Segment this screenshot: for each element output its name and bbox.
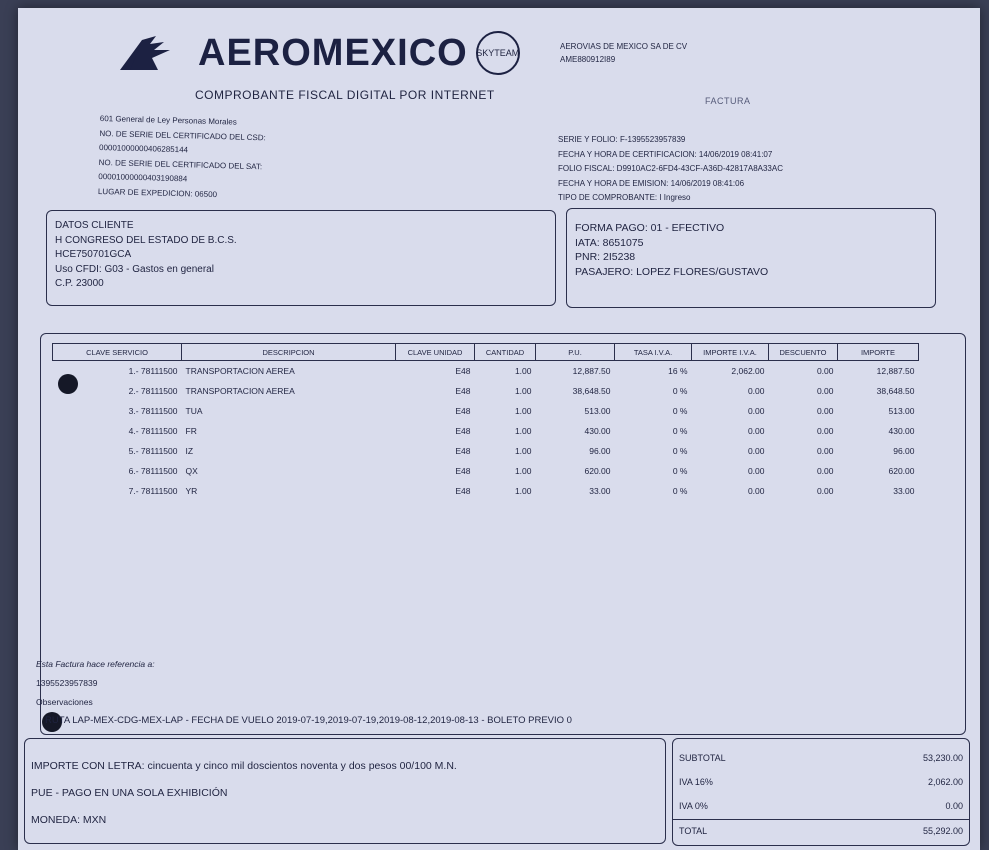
col-header: IMPORTE	[838, 344, 919, 361]
cell-pu: 430.00	[584, 426, 611, 436]
cell-unidad: E48	[455, 366, 471, 376]
table-row	[53, 361, 919, 382]
payment-line: IATA: 8651075	[575, 236, 644, 249]
notes-section	[36, 655, 155, 712]
total-label: TOTAL	[679, 826, 708, 836]
issuer-line: LUGAR DE EXPEDICION: 06500	[97, 186, 218, 199]
cell-importe: 38,648.50	[876, 386, 915, 396]
cell-importe: 33.00	[893, 486, 915, 496]
cell-clave: 7.- 78111500	[128, 486, 178, 496]
issuer-line: NO. DE SERIE DEL CERTIFICADO DEL CSD:	[99, 128, 266, 142]
cell-pu: 38,648.50	[572, 386, 611, 396]
cell-clave: 6.- 78111500	[128, 466, 178, 476]
col-header: CLAVE SERVICIO	[53, 344, 182, 361]
cell-importe: 513.00	[888, 406, 915, 416]
cell-descripcion: YR	[185, 486, 198, 496]
table-header-row	[53, 344, 919, 361]
cell-clave: 1.- 78111500	[128, 366, 178, 376]
folio-line: FECHA Y HORA DE EMISION: 14/06/2019 08:41:06	[558, 178, 745, 188]
total-value: 2,062.00	[927, 777, 963, 787]
cell-descuento: 0.00	[816, 426, 834, 436]
cell-pu: 620.00	[584, 466, 611, 476]
cell-descripcion: TRANSPORTACION AEREA	[185, 366, 295, 376]
issuer-line: 00001000000403190884	[98, 171, 188, 184]
cell-unidad: E48	[455, 386, 471, 396]
cell-descuento: 0.00	[816, 406, 834, 416]
cell-pu: 513.00	[584, 406, 611, 416]
cell-pu: 33.00	[589, 486, 611, 496]
cell-importe-iva: 0.00	[747, 486, 765, 496]
cell-cantidad: 1.00	[514, 466, 532, 476]
total-value: 55,292.00	[922, 826, 963, 836]
currency: MONEDA: MXN	[31, 814, 107, 826]
cell-descripcion: TRANSPORTACION AEREA	[185, 386, 295, 396]
cell-descuento: 0.00	[816, 446, 834, 456]
route-observation: RUTA LAP-MEX-CDG-MEX-LAP - FECHA DE VUELO 2019-07-19,2019-07-19,2019-08-12,2019-08-13 - BOLETO PREVIO 0	[45, 715, 572, 726]
total-label: SUBTOTAL	[679, 753, 726, 763]
cell-unidad: E48	[455, 406, 471, 416]
total-row-total	[673, 819, 969, 842]
cell-unidad: E48	[455, 466, 471, 476]
skyteam-label: SKYTEAM	[476, 48, 520, 58]
client-line: HCE750701GCA	[55, 249, 132, 260]
cell-cantidad: 1.00	[514, 486, 532, 496]
folio-line: SERIE Y FOLIO: F-1395523957839	[558, 135, 686, 144]
cell-importe-iva: 0.00	[747, 386, 765, 396]
table-row	[53, 401, 919, 421]
cell-importe: 620.00	[888, 466, 915, 476]
cell-tasa: 0 %	[672, 486, 688, 496]
cell-descuento: 0.00	[816, 366, 834, 376]
col-header: P.U.	[536, 344, 615, 361]
table-row	[53, 441, 919, 461]
cell-clave: 5.- 78111500	[128, 446, 178, 456]
client-line: C.P. 23000	[55, 278, 104, 289]
cell-descripcion: TUA	[185, 406, 203, 416]
total-value: 0.00	[945, 801, 963, 811]
total-row-iva16	[673, 771, 969, 793]
total-row-subtotal	[673, 747, 969, 769]
brand-name: AEROMEXICO	[198, 31, 468, 74]
table-row	[53, 421, 919, 441]
col-header: CANTIDAD	[475, 344, 536, 361]
cell-tasa: 0 %	[672, 386, 688, 396]
folio-line: FECHA Y HORA DE CERTIFICACION: 14/06/2019 08:41:07	[558, 149, 773, 159]
total-value: 53,230.00	[922, 753, 963, 763]
folio-line: TIPO DE COMPROBANTE: I Ingreso	[558, 193, 691, 202]
col-header: IMPORTE I.V.A.	[692, 344, 769, 361]
col-header: CLAVE UNIDAD	[396, 344, 475, 361]
totals-box	[672, 738, 970, 846]
cell-descripcion: IZ	[185, 446, 194, 456]
cell-tasa: 16 %	[668, 366, 688, 376]
cell-pu: 12,887.50	[572, 366, 611, 376]
cell-pu: 96.00	[589, 446, 611, 456]
total-label: IVA 0%	[679, 801, 708, 811]
cell-descuento: 0.00	[816, 386, 834, 396]
total-label: IVA 16%	[679, 777, 713, 787]
client-box	[46, 210, 556, 306]
observations-label: Observaciones	[36, 697, 93, 707]
cell-importe: 12,887.50	[876, 366, 915, 376]
col-header: TASA I.V.A.	[615, 344, 692, 361]
folio-line: FOLIO FISCAL: D9910AC2-6FD4-43CF-A36D-42817A8A33AC	[558, 164, 783, 173]
cell-cantidad: 1.00	[514, 426, 532, 436]
issuer-line: NO. DE SERIE DEL CERTIFICADO DEL SAT:	[98, 157, 263, 171]
total-row-iva0	[673, 795, 969, 817]
payment-line: FORMA PAGO: 01 - EFECTIVO	[575, 222, 725, 234]
cell-clave: 3.- 78111500	[128, 406, 178, 416]
client-line: DATOS CLIENTE	[55, 220, 134, 231]
cell-descuento: 0.00	[816, 466, 834, 476]
payment-method: PUE - PAGO EN UNA SOLA EXHIBICIÓN	[31, 787, 228, 799]
cell-importe-iva: 0.00	[747, 466, 765, 476]
items-table	[52, 343, 919, 501]
cell-cantidad: 1.00	[514, 366, 532, 376]
cell-descripcion: QX	[185, 466, 198, 476]
cell-importe-iva: 0.00	[747, 426, 765, 436]
issuer-line: 00001000000406285144	[98, 142, 189, 155]
cell-cantidad: 1.00	[514, 386, 532, 396]
payment-line: PNR: 2I5238	[575, 251, 636, 263]
issuer-info	[98, 112, 267, 203]
cell-importe-iva: 0.00	[747, 406, 765, 416]
col-header: DESCUENTO	[769, 344, 838, 361]
amount-box	[24, 738, 666, 844]
cell-importe: 430.00	[888, 426, 915, 436]
cell-cantidad: 1.00	[514, 406, 532, 416]
company-rfc: AME880912I89	[560, 55, 616, 64]
amount-in-words: IMPORTE CON LETRA: cincuenta y cinco mil doscientos noventa y dos pesos 00/100 M.N.	[31, 760, 457, 772]
cell-tasa: 0 %	[672, 426, 688, 436]
table-row	[53, 381, 919, 401]
document-type: FACTURA	[705, 96, 751, 106]
client-line: H CONGRESO DEL ESTADO DE B.C.S.	[55, 234, 237, 246]
cell-cantidad: 1.00	[514, 446, 532, 456]
reference-label: Esta Factura hace referencia a:	[36, 659, 155, 669]
cell-tasa: 0 %	[672, 446, 688, 456]
folio-info	[558, 133, 783, 206]
skyteam-badge	[476, 31, 520, 75]
payment-box	[566, 208, 936, 308]
eagle-knight-icon	[112, 30, 192, 76]
aeromexico-logo	[112, 30, 520, 76]
cell-unidad: E48	[455, 426, 471, 436]
cell-descuento: 0.00	[816, 486, 834, 496]
cell-importe-iva: 0.00	[747, 446, 765, 456]
payment-line: PASAJERO: LOPEZ FLORES/GUSTAVO	[575, 265, 769, 278]
table-row	[53, 481, 919, 501]
table-row	[53, 461, 919, 481]
col-header: DESCRIPCION	[182, 344, 396, 361]
client-line: Uso CFDI: G03 - Gastos en general	[55, 263, 214, 275]
cell-importe: 96.00	[893, 446, 915, 456]
cell-clave: 4.- 78111500	[128, 426, 178, 436]
cell-tasa: 0 %	[672, 466, 688, 476]
issuer-line: 601 General de Ley Personas Morales	[99, 113, 237, 127]
cell-tasa: 0 %	[672, 406, 688, 416]
invoice-subtitle: COMPROBANTE FISCAL DIGITAL POR INTERNET	[195, 88, 495, 102]
company-name: AEROVIAS DE MEXICO SA DE CV	[560, 42, 688, 51]
company-info	[560, 40, 687, 66]
reference-value: 1395523957839	[36, 678, 98, 688]
cell-clave: 2.- 78111500	[128, 386, 178, 396]
cell-importe-iva: 2,062.00	[731, 366, 765, 376]
cell-unidad: E48	[455, 486, 471, 496]
cell-unidad: E48	[455, 446, 471, 456]
cell-descripcion: FR	[185, 426, 197, 436]
